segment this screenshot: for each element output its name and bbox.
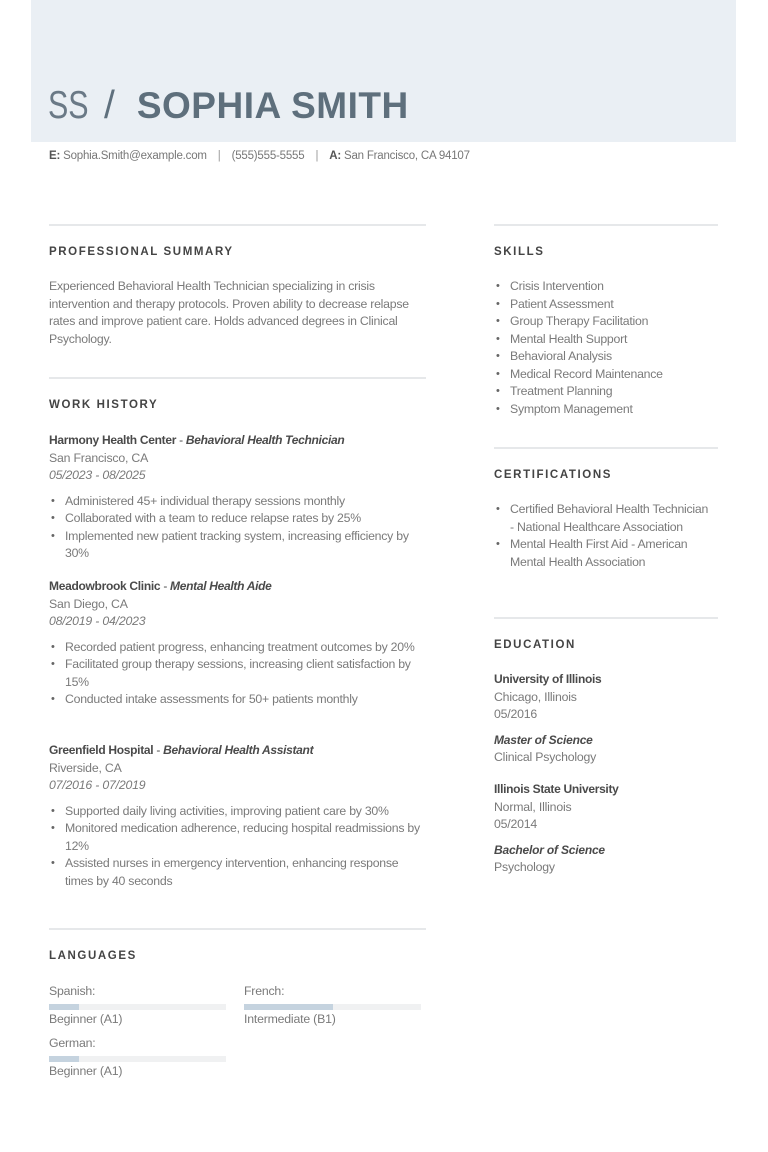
certification-item: • Certified Behavioral Health Technician - National Healthcare Association <box>494 501 709 536</box>
section-divider <box>49 928 426 930</box>
certifications-list <box>494 501 709 571</box>
skill-item: • Mental Health Support <box>494 331 719 349</box>
skills-list-wrap <box>494 270 719 418</box>
job-entry <box>49 432 424 563</box>
summary-text: Experienced Behavioral Health Technician specializing in crisis intervention and therapy protocols. Proven ability to decrease relapse rates and improve patient care. Holds advanced degrees in Clinical Psychology. <box>49 279 409 346</box>
name-separator: / <box>104 84 115 127</box>
language-item <box>49 983 226 1028</box>
education-degree: Master of Science <box>494 732 593 747</box>
education-entry <box>494 671 719 767</box>
job-bullet: • Monitored medication adherence, reducing hospital readmissions by 12% <box>49 820 424 855</box>
language-item <box>49 1035 226 1080</box>
section-divider <box>494 224 718 226</box>
skill-item: • Group Therapy Facilitation <box>494 313 719 331</box>
language-level-bar <box>49 1056 226 1062</box>
skill-item: • Behavioral Analysis <box>494 348 719 366</box>
languages-title: LANGUAGES <box>49 950 137 962</box>
education-field: Clinical Psychology <box>494 750 597 764</box>
email-value[interactable]: Sophia.Smith@example.com <box>63 150 207 162</box>
section-divider <box>494 447 718 449</box>
job-bullet: • Assisted nurses in emergency intervention, enhancing response times by 40 seconds <box>49 855 424 890</box>
contact-separator: | <box>217 150 221 162</box>
certifications-list-wrap <box>494 493 709 571</box>
education-school: Illinois State University <box>494 782 619 796</box>
education-entry <box>494 781 719 877</box>
summary-title: PROFESSIONAL SUMMARY <box>49 246 234 258</box>
skills-list <box>494 278 719 418</box>
language-item <box>244 983 421 1028</box>
job-dates: 08/2019 - 04/2023 <box>49 614 146 628</box>
job-dash: - <box>153 743 164 757</box>
education-date: 05/2014 <box>494 817 538 831</box>
job-bullet: • Supported daily living activities, improving patient care by 30% <box>49 803 424 821</box>
skill-item: • Treatment Planning <box>494 383 719 401</box>
address-value: San Francisco, CA 94107 <box>343 150 470 162</box>
language-name: French: <box>244 984 285 998</box>
language-level-fill <box>49 1004 79 1010</box>
skill-item: • Crisis Intervention <box>494 278 719 296</box>
contact-line <box>49 150 470 162</box>
job-heading <box>49 742 424 760</box>
job-bullet: • Administered 45+ individual therapy sessions monthly <box>49 493 424 511</box>
language-level: Intermediate (B1) <box>244 1012 336 1026</box>
job-bullet: • Implemented new patient tracking system, increasing efficiency by 30% <box>49 528 424 563</box>
job-dash: - <box>176 433 186 447</box>
full-name: SOPHIA SMITH <box>136 85 409 126</box>
job-bullet: • Conducted intake assessments for 50+ patients monthly <box>49 691 424 709</box>
skills-title: SKILLS <box>494 246 545 258</box>
name-heading <box>48 84 409 128</box>
section-divider <box>49 377 426 379</box>
job-bullets <box>49 493 424 563</box>
language-level-fill <box>244 1004 333 1010</box>
job-location: San Francisco, CA <box>49 450 149 465</box>
education-location: Chicago, Illinois <box>494 689 577 704</box>
job-company: Greenfield Hospital <box>49 743 154 757</box>
skill-item: • Patient Assessment <box>494 296 719 314</box>
monogram-initials: SS <box>48 84 89 127</box>
job-company: Meadowbrook Clinic <box>49 579 161 593</box>
education-title: EDUCATION <box>494 639 576 651</box>
language-level: Beginner (A1) <box>49 1064 123 1078</box>
work-history-title: WORK HISTORY <box>49 399 159 411</box>
job-company: Harmony Health Center <box>49 433 177 447</box>
education-degree: Bachelor of Science <box>494 842 605 857</box>
skill-item: • Medical Record Maintenance <box>494 366 719 384</box>
certifications-title: CERTIFICATIONS <box>494 469 613 481</box>
job-heading <box>49 578 424 596</box>
job-entry <box>49 578 424 709</box>
language-level-bar <box>244 1004 421 1010</box>
address-label: A: <box>329 150 341 162</box>
language-name: German: <box>49 1036 96 1050</box>
job-entry <box>49 742 424 890</box>
job-bullets <box>49 803 424 891</box>
section-divider <box>494 617 718 619</box>
job-bullet: • Collaborated with a team to reduce relapse rates by 25% <box>49 510 424 528</box>
education-field: Psychology <box>494 860 555 874</box>
job-dates: 07/2016 - 07/2019 <box>49 778 146 792</box>
job-role: Behavioral Health Technician <box>185 433 345 447</box>
language-level-fill <box>49 1056 79 1062</box>
skill-item: • Symptom Management <box>494 401 719 419</box>
education-location: Normal, Illinois <box>494 799 572 814</box>
section-divider <box>49 224 426 226</box>
job-location: San Diego, CA <box>49 596 128 611</box>
education-date: 05/2016 <box>494 707 538 721</box>
contact-separator: | <box>315 150 319 162</box>
job-dash: - <box>160 579 171 593</box>
language-level-bar <box>49 1004 226 1010</box>
job-location: Riverside, CA <box>49 760 122 775</box>
job-bullet: • Facilitated group therapy sessions, increasing client satisfaction by 15% <box>49 656 424 691</box>
education-school: University of Illinois <box>494 672 602 686</box>
job-bullet: • Recorded patient progress, enhancing treatment outcomes by 20% <box>49 639 424 657</box>
language-level: Beginner (A1) <box>49 1012 123 1026</box>
job-heading <box>49 432 424 450</box>
phone-value[interactable]: (555)555-5555 <box>231 150 305 162</box>
job-role: Mental Health Aide <box>170 579 272 593</box>
job-dates: 05/2023 - 08/2025 <box>49 468 146 482</box>
certification-item: • Mental Health First Aid - American Mental Health Association <box>494 536 709 571</box>
language-name: Spanish: <box>49 984 96 998</box>
job-role: Behavioral Health Assistant <box>163 743 314 757</box>
email-label: E: <box>49 150 61 162</box>
job-bullets <box>49 639 424 709</box>
